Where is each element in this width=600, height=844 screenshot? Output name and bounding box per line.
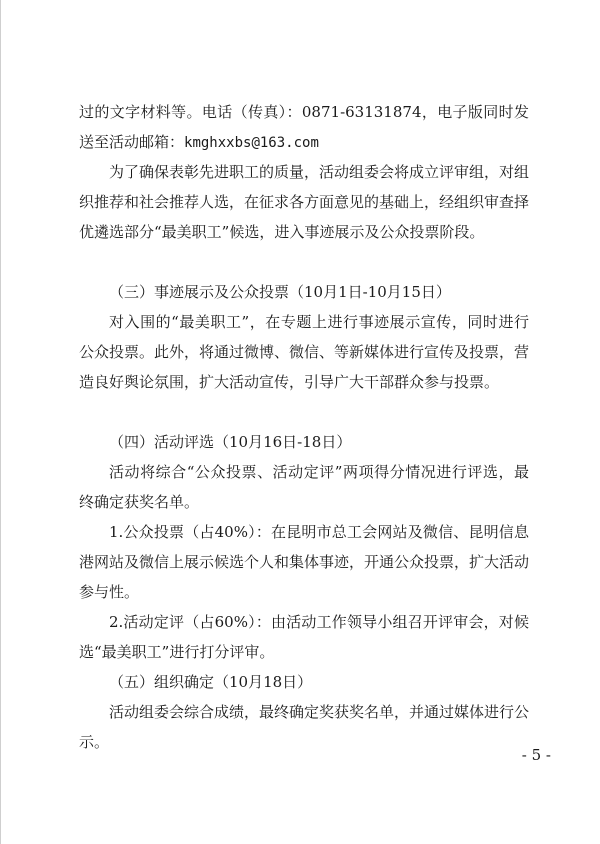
contact-text: 过的文字材料等。电话（传真）：0871-63131874，电子版同时发送至活动邮箱： [79, 103, 529, 151]
paragraph-review: 为了确保表彰先进职工的质量，活动组委会将成立评审组，对组织推荐和社会推荐人选，在征求各方面意见的基础上，经组织审查择优遴选部分“最美职工”候选，进入事迹展示及公众投票阶段。 [79, 163, 530, 241]
paragraph-contact [79, 97, 529, 158]
list-item-activity-review: 2.活动定评（占60%）：由活动工作领导小组召开评审会，对候选“最美职工”进行打分评审。 [79, 613, 529, 661]
heading-section-5: （五）组织确定（10月18日） [109, 673, 313, 691]
paragraph-evaluation: 活动将综合“公众投票、活动定评”两项得分情况进行评选，最终确定获奖名单。 [79, 463, 529, 511]
heading-section-3: （三）事迹展示及公众投票（10月1日-10月15日） [109, 283, 451, 301]
list-item-public-vote: 1.公众投票（占40%）：在昆明市总工会网站及微信、昆明信息港网站及微信上展示候选个人和集体事迹，开通公众投票，扩大活动参与性。 [79, 523, 530, 601]
paragraph-publication: 活动组委会综合成绩，最终确定奖获奖名单，并通过媒体进行公示。 [79, 703, 530, 751]
heading-section-4: （四）活动评选（10月16日-18日） [109, 433, 352, 451]
page-number: - 5 - [521, 746, 551, 764]
paragraph-showcase: 对入围的“最美职工”，在专题上进行事迹展示宣传，同时进行公众投票。此外，将通过微博、微信、等新媒体进行宣传及投票，营造良好舆论氛围，扩大活动宣传，引导广大干部群众参与投票。 [79, 313, 530, 391]
contact-email: kmghxxbs@163.com [184, 135, 319, 151]
